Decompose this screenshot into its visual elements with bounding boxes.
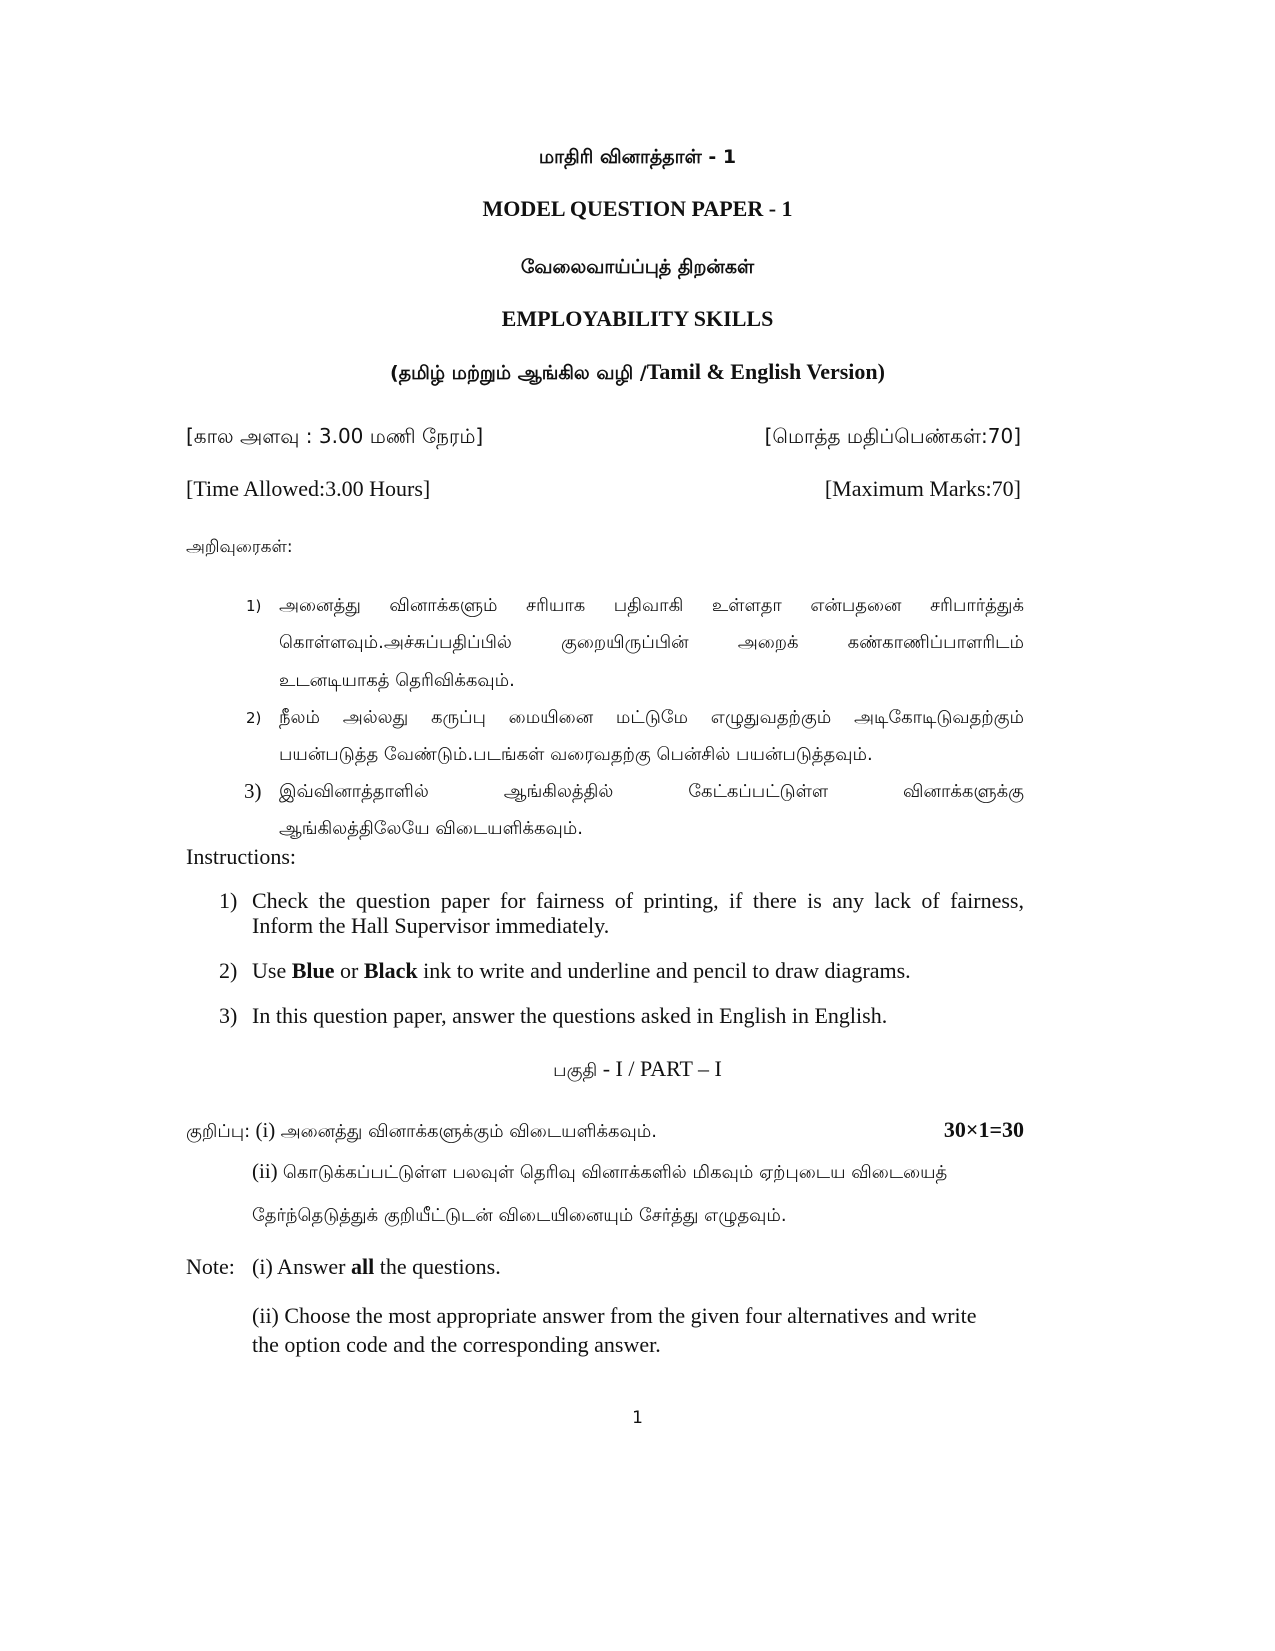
note-english-item-2: (ii) Choose the most appropriate answer from the given four alternatives and write [252,1303,977,1328]
instructions-tamil-heading: அறிவுரைகள்: [186,537,293,557]
time-allowed-tamil: [கால அளவு : 3.00 மணி நேரம்] [186,424,484,448]
instruction-tamil-number: 1) [246,597,262,615]
instruction-english-number: 1) [219,888,238,913]
instructions-english-heading: Instructions: [186,844,296,869]
note-tamil-label: குறிப்பு: [186,1121,251,1142]
ink-colour-blue: Blue [291,958,335,983]
part-marks: 30×1=30 [943,1117,1024,1142]
part-label-tamil: பகுதி [553,1060,598,1081]
title-english: MODEL QUESTION PAPER - 1 [482,196,793,221]
instruction-tamil-line: நீலம் அல்லது கருப்பு மையினை மட்டுமே எழுதுவதற்கும் அடிகோடிடுவதற்கும் [279,707,1024,728]
part-heading [0,1056,1275,1083]
ink-colour-black: Black [363,958,418,983]
note-tamil-item-1: அனைத்து வினாக்களுக்கும் விடையளிக்கவும். [280,1121,657,1142]
instruction-tamil-number: 3) [244,779,262,803]
page-number: 1 [632,1408,643,1428]
instruction-english-line: Inform the Hall Supervisor immediately. [252,913,610,938]
instruction-tamil-line: கொள்ளவும்.அச்சுப்பதிப்பில் குறையிருப்பின் அறைக் கண்காணிப்பாளரிடம் [279,632,1024,653]
note-tamil-line-1: குறிப்பு: (i) அனைத்து வினாக்களுக்கும் விடையளிக்கவும். [186,1118,657,1142]
instruction-tamil-line: இவ்வினாத்தாளில் ஆங்கிலத்தில் கேட்கப்பட்டுள்ள வினாக்களுக்கு [279,781,1024,802]
note-english-label: Note: [186,1254,235,1279]
maximum-marks-tamil: [மொத்த மதிப்பெண்கள்:70] [764,424,1021,448]
instruction-tamil-line: உடனடியாகத் தெரிவிக்கவும். [279,670,515,691]
instruction-tamil-line: ஆங்கிலத்திலேயே விடையளிக்கவும். [279,818,583,839]
instruction-english-number: 2) [219,958,238,983]
note-tamil-item-2-continued: தேர்ந்தெடுத்துக் குறியீட்டுடன் விடையினையும் சேர்த்து எழுதவும். [252,1205,787,1226]
maximum-marks-english: [Maximum Marks:70] [824,476,1021,501]
version-tamil: (தமிழ் மற்றும் ஆங்கில வழி / [390,362,647,384]
instruction-tamil-number: 2) [246,709,262,727]
note-english-item-1: (i) Answer all the questions. [252,1254,501,1279]
title-tamil: மாதிரி வினாத்தாள் - 1 [538,146,737,168]
instruction-tamil-line: அனைத்து வினாக்களும் சரியாக பதிவாகி உள்ளதா என்பதனை சரிபார்த்துக் [279,595,1024,616]
subject-tamil: வேலைவாய்ப்புத் திறன்கள் [520,256,755,278]
instruction-english-line: Check the question paper for fairness of printing, if there is any lack of fairness, [252,888,1024,913]
instruction-english-number: 3) [219,1003,238,1028]
note-tamil-item-2: (ii) கொடுக்கப்பட்டுள்ள பலவுள் தெரிவு வினாக்களில் மிகவும் ஏற்புடைய விடையைத் [252,1159,948,1183]
version-english: Tamil & English Version) [646,359,885,384]
part-label-english: - I / PART – I [597,1056,722,1081]
instruction-tamil-line: பயன்படுத்த வேண்டும்.படங்கள் வரைவதற்கு பென்சில் பயன்படுத்தவும். [279,744,873,765]
instruction-english-line: Use Blue or Black ink to write and underline and pencil to draw diagrams. [252,958,911,983]
note-english-item-2-continued: the option code and the corresponding answer. [252,1332,661,1357]
time-allowed-english: [Time Allowed:3.00 Hours] [186,476,431,501]
instruction-english-line: In this question paper, answer the questions asked in English in English. [252,1003,888,1028]
version-line [0,359,1275,387]
subject-english: EMPLOYABILITY SKILLS [501,306,774,331]
